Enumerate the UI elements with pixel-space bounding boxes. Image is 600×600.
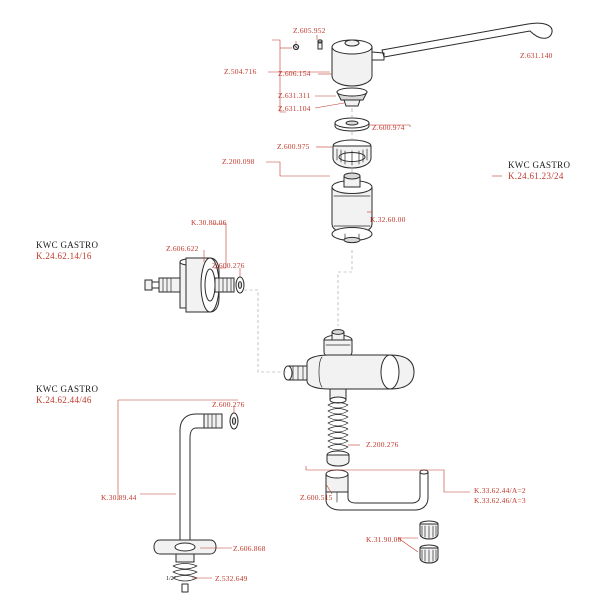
group-code: K.24.62.14/16 — [36, 251, 92, 262]
part-label-z631104: Z.631.104 — [278, 104, 311, 113]
group-name: KWC GASTRO — [36, 384, 99, 394]
part-label-k319000: K.31.90.00 — [366, 535, 402, 544]
riser-tube-assembly — [154, 413, 238, 592]
group-kwc-gastro-k246123 — [508, 160, 570, 183]
part-label-z504716: Z.504.716 — [224, 67, 257, 76]
part-label-z606154: Z.606.154 — [278, 69, 311, 78]
part-label-z600974: Z.600.974 — [372, 123, 405, 132]
part-label-z606868: Z.606.868 — [233, 544, 266, 553]
aerator-parts — [420, 521, 438, 563]
knurled-ring-nut — [333, 140, 371, 168]
cartridge — [332, 173, 372, 243]
group-code: K.24.62.44/46 — [36, 395, 92, 406]
group-code: K.24.61.23/24 — [508, 171, 564, 182]
part-label-z631311: Z.631.311 — [278, 91, 311, 100]
part-label-z600276-upper: Z.600.276 — [212, 261, 245, 270]
group-kwc-gastro-k246214 — [36, 240, 98, 263]
part-label-z605952: Z.605.952 — [293, 26, 326, 35]
group-name: KWC GASTRO — [508, 160, 571, 170]
group-name: KWC GASTRO — [36, 240, 99, 250]
part-label-z631140: Z.631.140 — [520, 51, 553, 60]
part-label-z200098: Z.200.098 — [222, 157, 255, 166]
part-label-z532649: Z.532.649 — [215, 574, 248, 583]
part-label-k336246: K.33.62.46/A=3 — [474, 496, 526, 505]
part-label-z200276: Z.200.276 — [366, 440, 399, 449]
washer-disc — [335, 118, 369, 131]
part-label-z600515: Z.600.515 — [300, 493, 333, 502]
part-label-k308944: K.30.89.44 — [101, 493, 137, 502]
part-label-k308006: K.30.80.06 — [191, 218, 227, 227]
part-label-k326000: K.32.60.00 — [370, 215, 406, 224]
part-label-k336244: K.33.62.44/A=2 — [474, 486, 526, 495]
set-screw-parts — [293, 40, 322, 50]
part-label-z600975: Z.600.975 — [277, 142, 310, 151]
part-label-z600276-lower: Z.600.276 — [212, 400, 245, 409]
thread-size-annotation: 1/2" — [166, 576, 177, 582]
handle-body — [332, 40, 384, 86]
group-kwc-gastro-k246244 — [36, 384, 98, 407]
part-label-z606622: Z.606.622 — [166, 244, 199, 253]
swivel-spout — [326, 470, 428, 510]
